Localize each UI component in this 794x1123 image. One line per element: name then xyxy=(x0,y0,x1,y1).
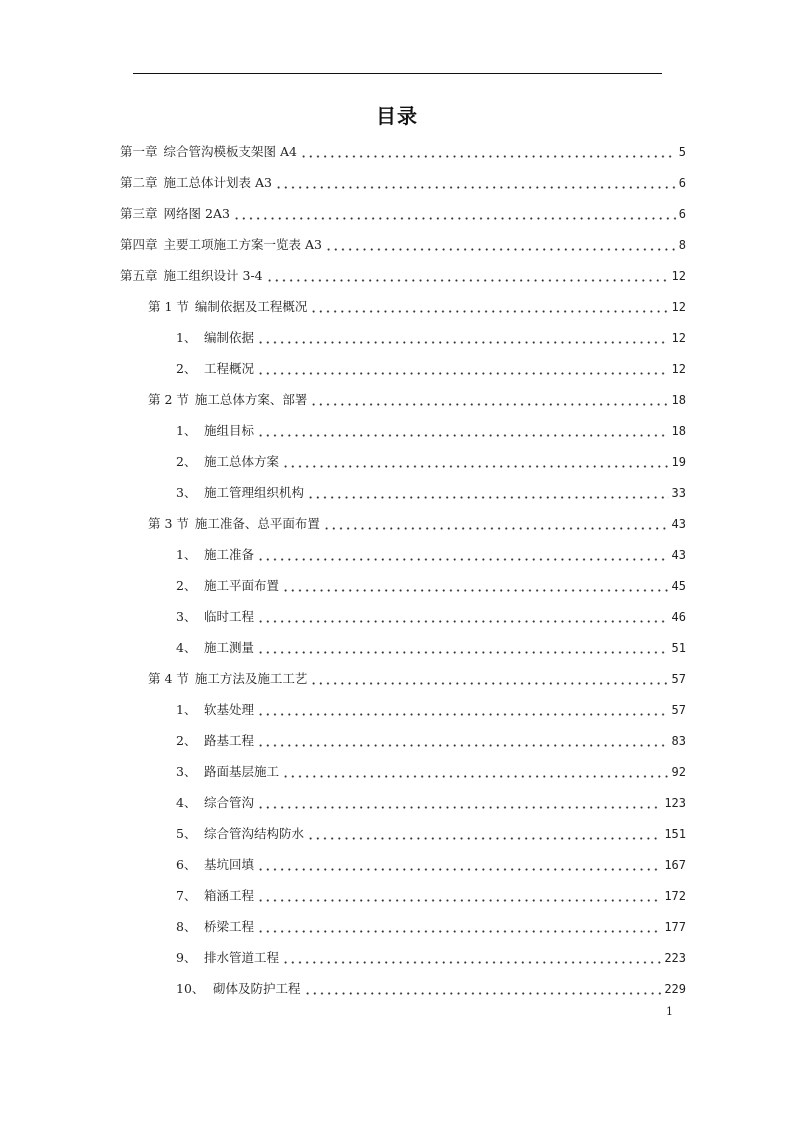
toc-entry-label: 施组目标 xyxy=(204,423,255,438)
toc-entry-page: 57 xyxy=(671,703,686,717)
dot-leader xyxy=(257,921,661,933)
toc-entry-page: 33 xyxy=(671,486,686,500)
toc-entry-number: 8、 xyxy=(176,919,197,934)
toc-entry-label: 工程概况 xyxy=(204,361,255,376)
toc-entry-number: 6、 xyxy=(176,857,197,872)
toc-entry-number: 第 1 节 xyxy=(148,299,189,314)
toc-entry-label: 排水管道工程 xyxy=(204,950,280,965)
toc-entry-page: 6 xyxy=(678,207,686,221)
toc-entry[interactable] xyxy=(176,483,686,503)
toc-entry-number: 2、 xyxy=(176,454,197,469)
toc-entry-page: 12 xyxy=(671,362,686,376)
toc-entry-number: 第一章 xyxy=(120,144,158,159)
toc-entry-page: 43 xyxy=(671,517,686,531)
toc-entry[interactable] xyxy=(176,607,686,627)
toc-entry-label: 施工方法及施工工艺 xyxy=(194,671,308,686)
toc-entry[interactable] xyxy=(120,173,686,193)
toc-entry-label: 路面基层施工 xyxy=(204,764,280,779)
toc-entry-page: 151 xyxy=(664,827,686,841)
toc-entry-number: 4、 xyxy=(176,795,197,810)
dot-leader xyxy=(257,704,669,716)
page-title: 目录 xyxy=(376,104,418,128)
toc-entry-label: 主要工项施工方案一览表 A3 xyxy=(163,237,322,252)
toc-entry-page: 51 xyxy=(671,641,686,655)
toc-entry-label: 施工测量 xyxy=(204,640,255,655)
toc-entry-number: 第 3 节 xyxy=(148,516,189,531)
toc-entry-label: 基坑回填 xyxy=(204,857,255,872)
toc-entry[interactable] xyxy=(176,948,686,968)
toc-entry-label: 编制依据及工程概况 xyxy=(194,299,308,314)
toc-entry-label: 路基工程 xyxy=(204,733,255,748)
toc-entry-label: 箱涵工程 xyxy=(204,888,255,903)
toc-entry-number: 2、 xyxy=(176,578,197,593)
dot-leader xyxy=(310,394,668,406)
dot-leader xyxy=(282,952,661,964)
toc-entry[interactable] xyxy=(176,452,686,472)
dot-leader xyxy=(307,487,669,499)
dot-leader xyxy=(233,208,676,220)
toc-entry-number: 3、 xyxy=(176,609,197,624)
toc-entry-page: 18 xyxy=(671,424,686,438)
dot-leader xyxy=(257,797,661,809)
toc-entry[interactable] xyxy=(176,359,686,379)
toc-entry-page: 45 xyxy=(671,579,686,593)
dot-leader xyxy=(310,673,668,685)
toc-entry-page: 6 xyxy=(678,176,686,190)
toc-entry-number: 第四章 xyxy=(120,237,158,252)
toc-entry[interactable] xyxy=(120,235,686,255)
toc-entry-label: 施工总体方案 xyxy=(204,454,280,469)
dot-leader xyxy=(323,518,669,530)
toc-entry[interactable] xyxy=(176,824,686,844)
dot-leader xyxy=(307,828,661,840)
dot-leader xyxy=(282,766,669,778)
toc-entry[interactable] xyxy=(176,979,686,999)
toc-entry-number: 1、 xyxy=(176,547,197,562)
dot-leader xyxy=(257,611,669,623)
toc-entry-page: 12 xyxy=(671,300,686,314)
toc-entry-page: 167 xyxy=(664,858,686,872)
toc-entry-number: 1、 xyxy=(176,423,197,438)
toc-entry-page: 57 xyxy=(671,672,686,686)
toc-entry-label: 施工总体方案、部署 xyxy=(194,392,308,407)
toc-entry-page: 8 xyxy=(678,238,686,252)
toc-entry-page: 172 xyxy=(664,889,686,903)
toc-entry[interactable] xyxy=(176,731,686,751)
toc-entry-label: 桥梁工程 xyxy=(204,919,255,934)
toc-entry-number: 1、 xyxy=(176,702,197,717)
dot-leader xyxy=(257,642,669,654)
toc-entry-number: 第五章 xyxy=(120,268,158,283)
dot-leader xyxy=(257,890,661,902)
toc-entry-page: 46 xyxy=(671,610,686,624)
dot-leader xyxy=(257,425,669,437)
dot-leader xyxy=(325,239,676,251)
toc-entry-label: 软基处理 xyxy=(204,702,255,717)
toc-entry-page: 5 xyxy=(678,145,686,159)
dot-leader xyxy=(257,332,669,344)
dot-leader xyxy=(304,983,662,995)
toc-entry-number: 第 2 节 xyxy=(148,392,189,407)
page-number: 1 xyxy=(666,1005,673,1018)
toc-entry-page: 123 xyxy=(664,796,686,810)
toc-entry-number: 7、 xyxy=(176,888,197,903)
toc-entry-label: 综合管沟模板支架图 A4 xyxy=(163,144,297,159)
toc-entry-label: 综合管沟结构防水 xyxy=(204,826,305,841)
dot-leader xyxy=(300,146,676,158)
toc-entry-label: 施工组织设计 3-4 xyxy=(163,268,263,283)
toc-entry[interactable] xyxy=(148,514,686,534)
header-rule xyxy=(133,73,662,74)
dot-leader xyxy=(266,270,669,282)
toc-entry-number: 4、 xyxy=(176,640,197,655)
toc-entry-number: 第 4 节 xyxy=(148,671,189,686)
dot-leader xyxy=(310,301,668,313)
dot-leader xyxy=(257,735,669,747)
toc-entry[interactable] xyxy=(120,266,686,286)
toc-entry[interactable] xyxy=(176,700,686,720)
toc-entry-page: 12 xyxy=(671,331,686,345)
toc-entry[interactable] xyxy=(120,142,686,162)
toc-entry-page: 19 xyxy=(671,455,686,469)
toc-entry-number: 2、 xyxy=(176,361,197,376)
toc-entry-page: 229 xyxy=(664,982,686,996)
toc-entry-label: 编制依据 xyxy=(204,330,255,345)
toc-entry[interactable] xyxy=(176,917,686,937)
toc-entry[interactable] xyxy=(176,421,686,441)
toc-entry[interactable] xyxy=(176,576,686,596)
toc-entry-page: 177 xyxy=(664,920,686,934)
toc-entry-label: 砌体及防护工程 xyxy=(213,981,301,996)
toc-entry-number: 1、 xyxy=(176,330,197,345)
toc-entry-number: 3、 xyxy=(176,764,197,779)
toc-entry-number: 第二章 xyxy=(120,175,158,190)
toc-entry[interactable] xyxy=(176,638,686,658)
toc-entry[interactable] xyxy=(176,762,686,782)
dot-leader xyxy=(282,456,669,468)
toc-entry-page: 12 xyxy=(671,269,686,283)
toc-entry-number: 2、 xyxy=(176,733,197,748)
toc-entry-label: 临时工程 xyxy=(204,609,255,624)
dot-leader xyxy=(257,549,669,561)
toc-entry-number: 3、 xyxy=(176,485,197,500)
toc-entry-number: 5、 xyxy=(176,826,197,841)
toc-entry[interactable] xyxy=(176,545,686,565)
toc-entry-number: 9、 xyxy=(176,950,197,965)
toc-entry[interactable] xyxy=(176,328,686,348)
toc-entry-page: 43 xyxy=(671,548,686,562)
toc-entry-label: 施工管理组织机构 xyxy=(204,485,305,500)
toc-entry-page: 18 xyxy=(671,393,686,407)
toc-entry[interactable] xyxy=(120,204,686,224)
dot-leader xyxy=(275,177,676,189)
toc-entry-number: 第三章 xyxy=(120,206,158,221)
toc-entry[interactable] xyxy=(148,669,686,689)
toc-entry[interactable] xyxy=(148,297,686,317)
toc-entry-page: 83 xyxy=(671,734,686,748)
toc-entry-label: 综合管沟 xyxy=(204,795,255,810)
dot-leader xyxy=(282,580,669,592)
toc-entry[interactable] xyxy=(176,886,686,906)
toc-entry-label: 施工总体计划表 A3 xyxy=(163,175,272,190)
toc-entry-page: 223 xyxy=(664,951,686,965)
dot-leader xyxy=(257,859,661,871)
toc-entry-label: 网络图 2A3 xyxy=(163,206,230,221)
toc-entry-label: 施工准备 xyxy=(204,547,255,562)
toc-entry[interactable] xyxy=(148,390,686,410)
dot-leader xyxy=(257,363,669,375)
toc-entry[interactable] xyxy=(176,793,686,813)
toc-entry-label: 施工平面布置 xyxy=(204,578,280,593)
toc-entry-label: 施工准备、总平面布置 xyxy=(194,516,320,531)
toc-entry-page: 92 xyxy=(671,765,686,779)
toc-entry-number: 10、 xyxy=(176,981,205,996)
toc-entry[interactable] xyxy=(176,855,686,875)
